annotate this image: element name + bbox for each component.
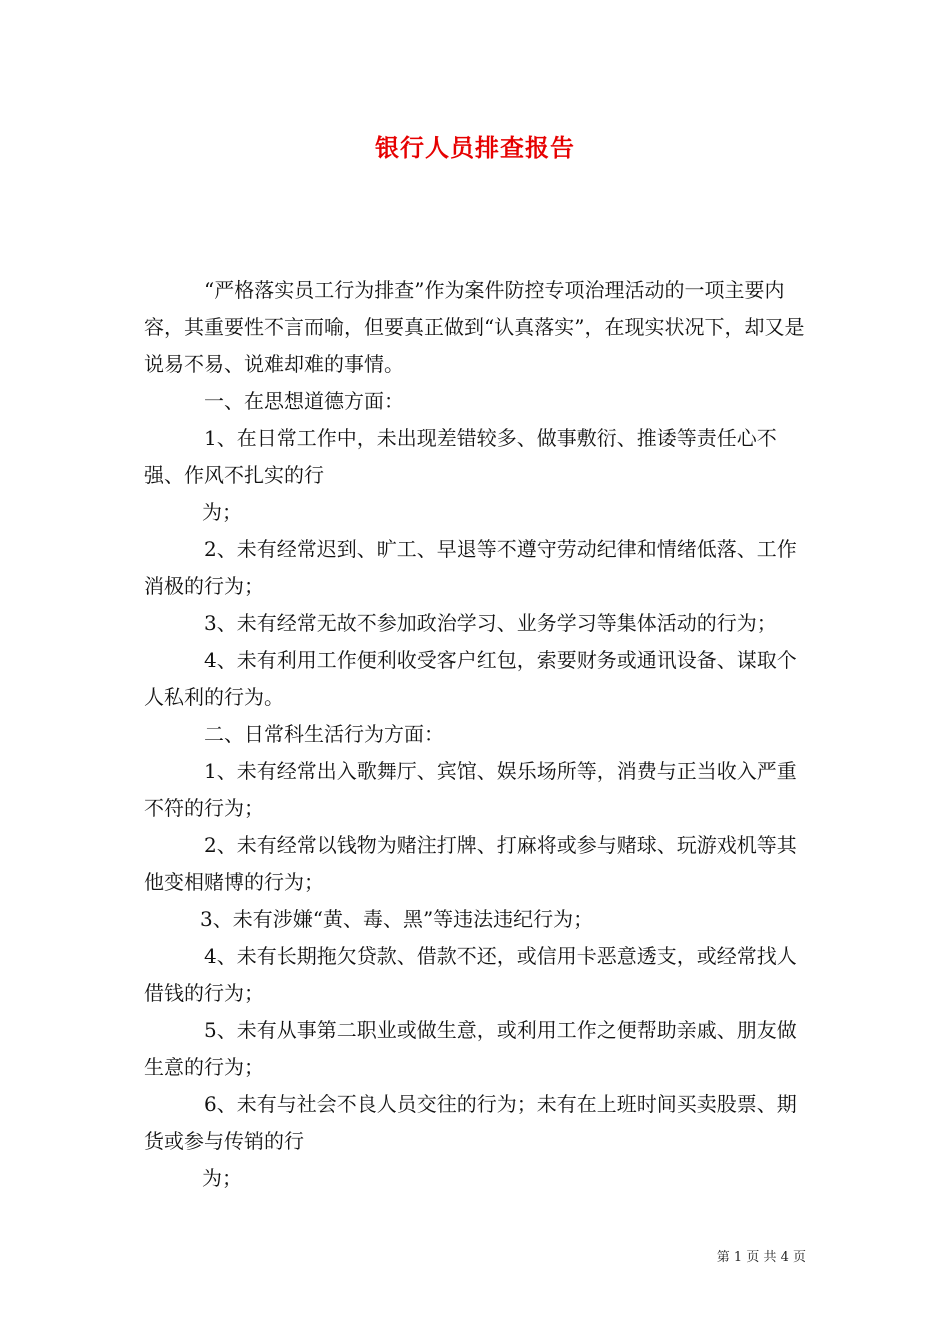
list-item: 1、在日常工作中，未出现差错较多、做事敷衍、推诿等责任心不强、作风不扎实的行	[144, 426, 777, 487]
section-heading-2: 二、日常科生活行为方面：	[204, 722, 444, 746]
list-item: 2、未有经常迟到、旷工、早退等不遵守劳动纪律和情绪低落、工作消极的行为；	[144, 537, 797, 598]
document-title: 银行人员排查报告	[375, 133, 575, 162]
list-item: 4、未有利用工作便利收受客户红包，索要财务或通讯设备、谋取个人私利的行为。	[144, 648, 797, 709]
page-number: 第 1 页 共 4 页	[716, 1250, 806, 1265]
document-body	[144, 272, 808, 1197]
list-item-continuation: 为；	[202, 1166, 242, 1190]
list-item-continuation: 为；	[202, 500, 242, 524]
list-item: 3、未有经常无故不参加政治学习、业务学习等集体活动的行为；	[204, 611, 777, 635]
list-item: 1、未有经常出入歌舞厅、宾馆、娱乐场所等，消费与正当收入严重不符的行为；	[144, 759, 797, 820]
list-item: 2、未有经常以钱物为赌注打牌、打麻将或参与赌球、玩游戏机等其他变相赌博的行为；	[144, 833, 797, 894]
section-heading-1: 一、在思想道德方面：	[204, 389, 404, 413]
list-item: 3、未有涉嫌“黄、毒、黑”等违法违纪行为；	[200, 907, 594, 931]
intro-paragraph: “严格落实员工行为排查”作为案件防控专项治理活动的一项主要内容，其重要性不言而喻，但要真正做到“认真落实”，在现实状况下，却又是说易不易、说难却难的事情。	[144, 278, 805, 376]
list-item: 6、未有与社会不良人员交往的行为；未有在上班时间买卖股票、期货或参与传销的行	[144, 1092, 797, 1153]
list-item: 5、未有从事第二职业或做生意，或利用工作之便帮助亲戚、朋友做生意的行为；	[144, 1018, 797, 1079]
list-item: 4、未有长期拖欠贷款、借款不还，或信用卡恶意透支，或经常找人借钱的行为；	[144, 944, 797, 1005]
